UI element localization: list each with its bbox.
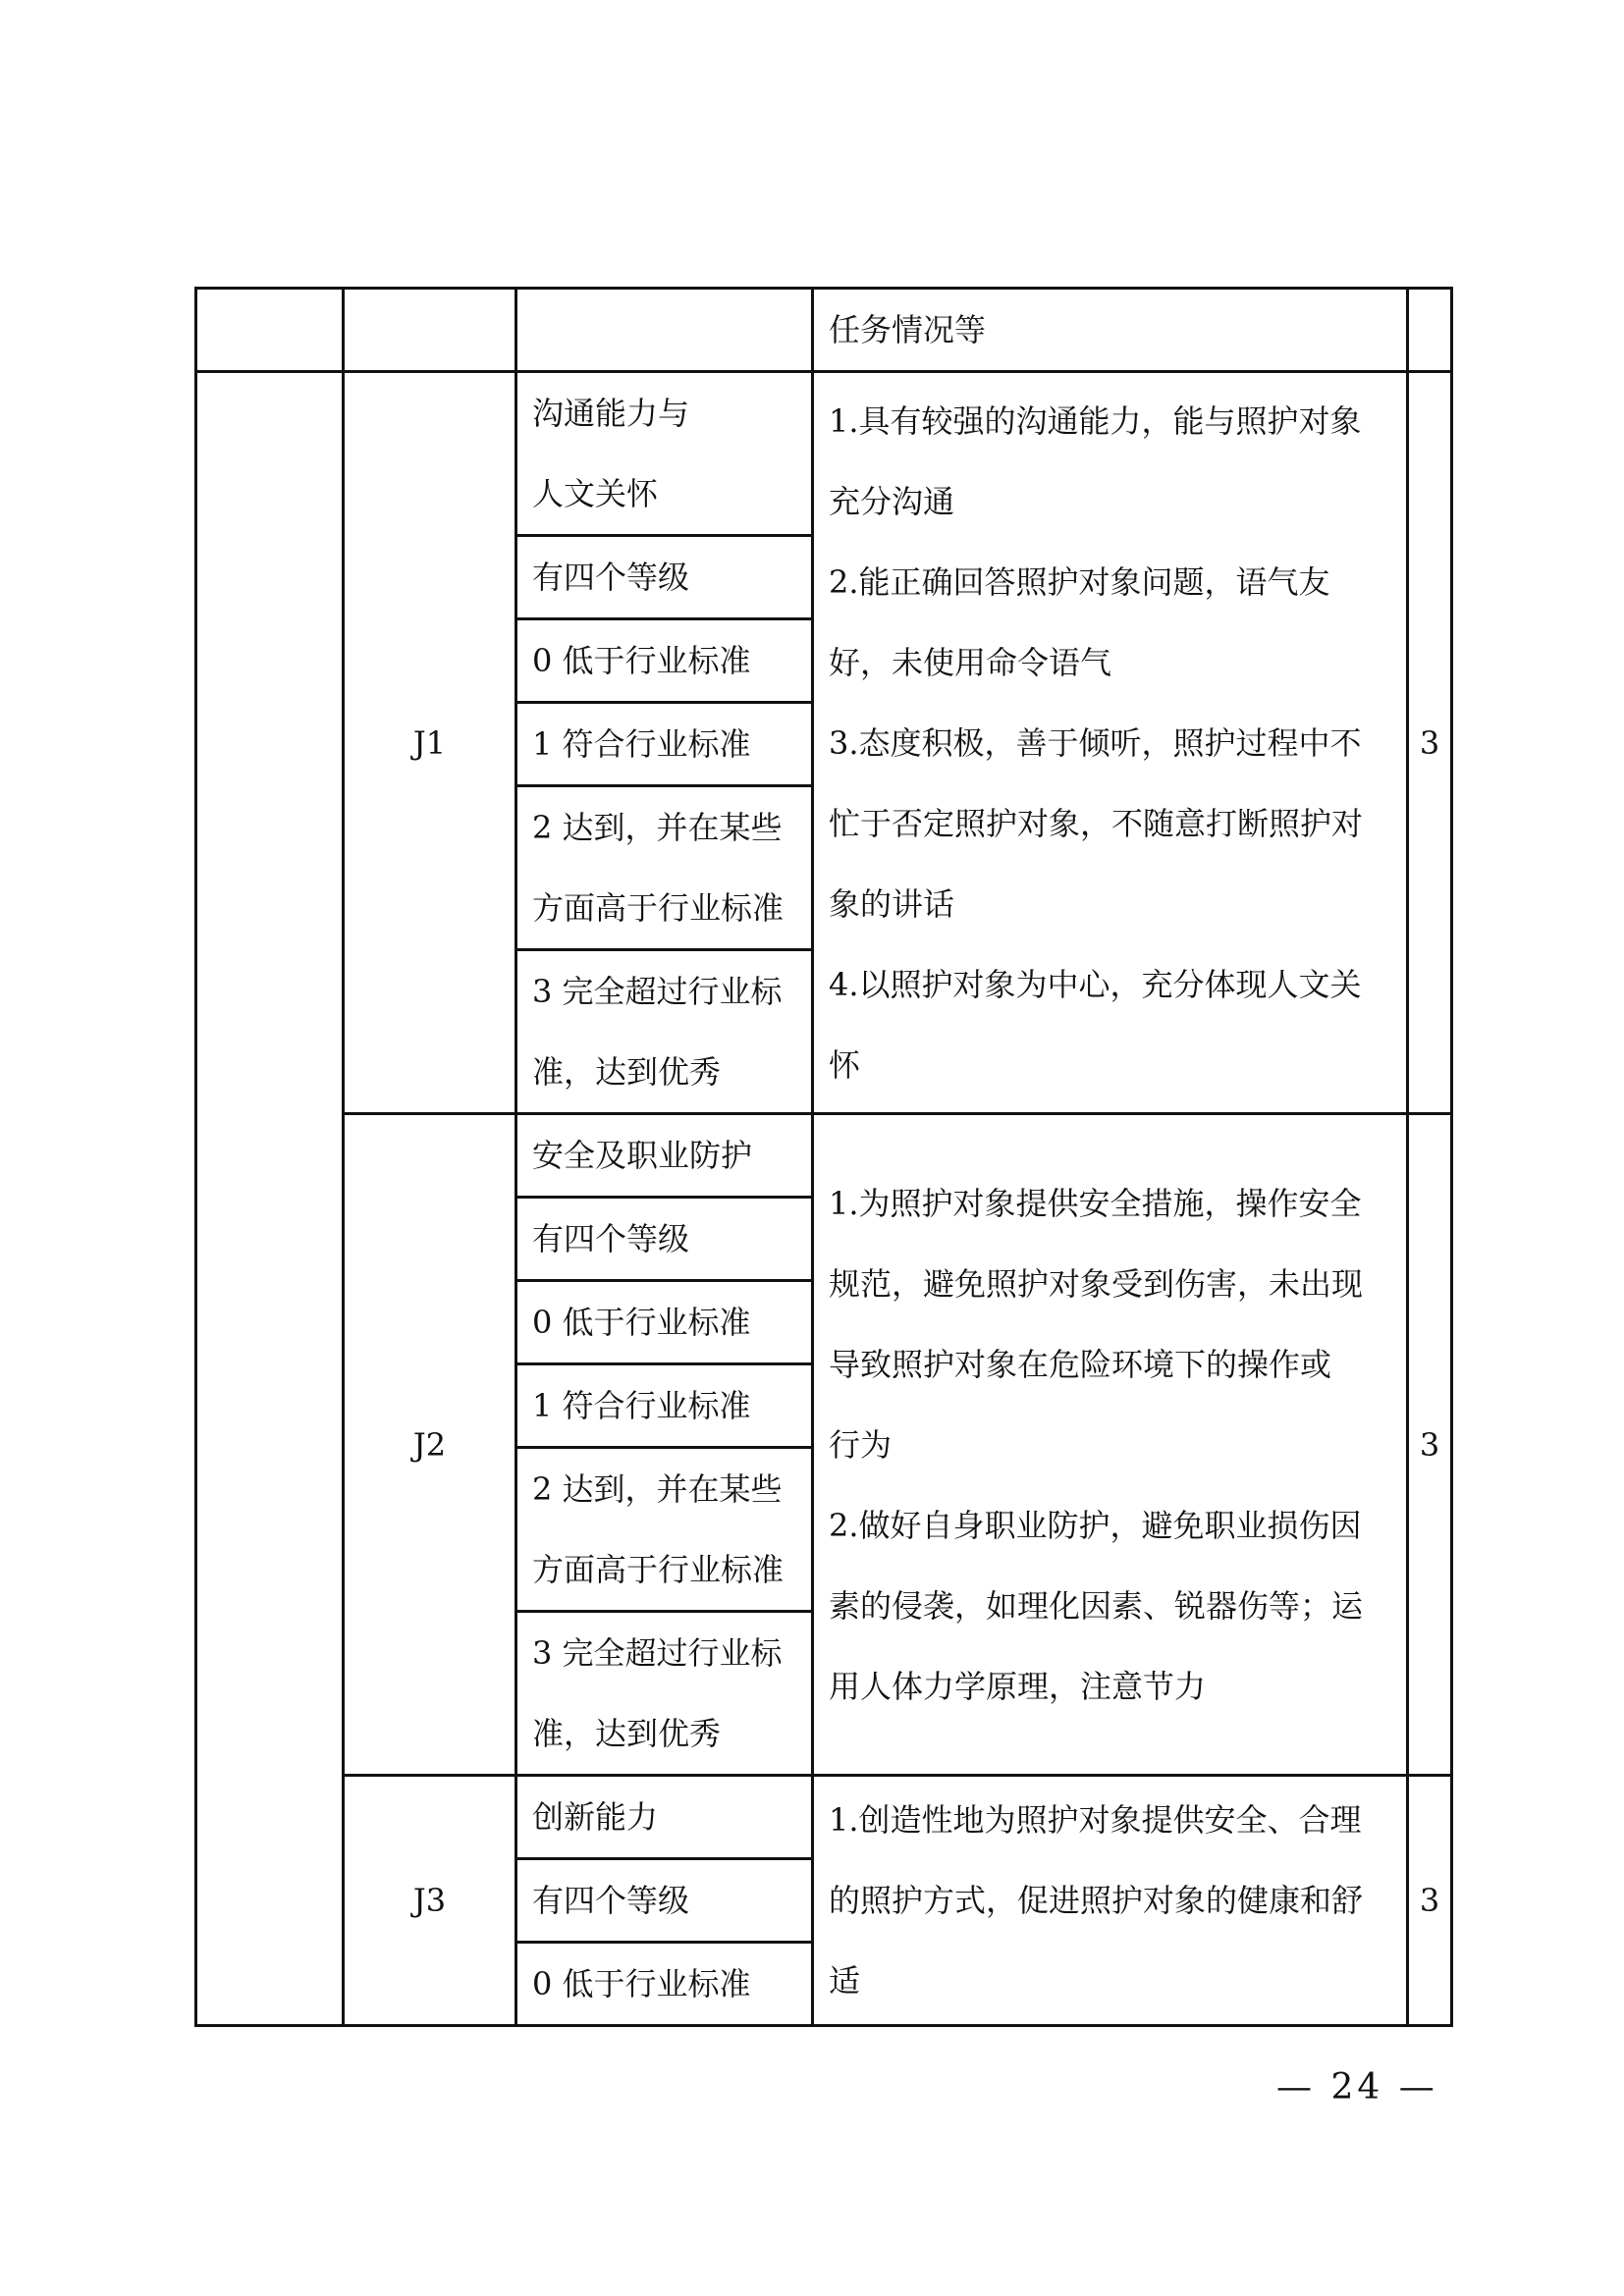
level-cell	[516, 536, 813, 619]
item-code: J1	[344, 372, 516, 1114]
page-number: — 24 —	[1276, 2067, 1438, 2108]
description-line: 象的讲话	[829, 884, 955, 923]
level-text: 创新能力	[532, 1798, 659, 1836]
level-cell	[516, 1198, 813, 1281]
description-line: 好，未使用命令语气	[829, 643, 1112, 681]
level-cell	[516, 786, 813, 950]
level-text: 2 达到，并在某些	[532, 1470, 783, 1508]
level-text: 有四个等级	[532, 1220, 690, 1257]
level-text: 沟通能力与	[532, 395, 690, 432]
level-cell	[516, 1114, 813, 1198]
description-line: 1.创造性地为照护对象提供安全、合理	[829, 1801, 1362, 1839]
level-cell	[516, 372, 813, 536]
score-cell: 3	[1408, 1114, 1452, 1776]
level-cell	[516, 1612, 813, 1776]
description-line: 导致照护对象在危险环境下的操作或	[829, 1345, 1332, 1383]
description-line: 1.具有较强的沟通能力，能与照护对象	[829, 401, 1362, 440]
empty-cell	[1408, 289, 1452, 372]
description-line: 怀	[829, 1045, 861, 1084]
level-cell	[516, 619, 813, 703]
level-cell	[516, 1448, 813, 1612]
description-line: 2.能正确回答照护对象问题，语气友	[829, 562, 1330, 601]
level-cell	[516, 950, 813, 1114]
description-line: 规范，避免照护对象受到伤害，未出现	[829, 1264, 1364, 1303]
assessment-table	[194, 287, 1453, 2027]
empty-cell	[196, 372, 344, 2026]
level-text: 2 达到，并在某些	[532, 809, 783, 846]
description-line: 用人体力学原理，注意节力	[829, 1667, 1207, 1705]
empty-cell	[344, 289, 516, 372]
description-cell	[813, 1776, 1408, 2026]
description-cell	[813, 1114, 1408, 1776]
description-line: 4.以照护对象为中心，充分体现人文关	[829, 965, 1362, 1003]
description-line: 3.态度积极，善于倾听，照护过程中不	[829, 723, 1362, 762]
level-text: 准，达到优秀	[532, 1053, 722, 1091]
description-cell	[813, 372, 1408, 1114]
description-cell: 任务情况等	[813, 289, 1408, 372]
description-line: 1.为照护对象提供安全措施，操作安全	[829, 1184, 1362, 1222]
level-text: 1 符合行业标准	[532, 1387, 751, 1424]
description-line: 2.做好自身职业防护，避免职业损伤因	[829, 1506, 1362, 1544]
description-line: 行为	[829, 1425, 893, 1464]
level-cell	[516, 1859, 813, 1943]
item-code: J2	[344, 1114, 516, 1776]
level-cell	[516, 1281, 813, 1364]
level-cell	[516, 1943, 813, 2026]
score-cell: 3	[1408, 1776, 1452, 2026]
empty-cell	[196, 289, 344, 372]
level-cell	[516, 1776, 813, 1859]
level-text: 方面高于行业标准	[532, 889, 785, 927]
level-text: 0 低于行业标准	[532, 1965, 751, 2002]
description-line: 的照护方式，促进照护对象的健康和舒	[829, 1882, 1364, 1919]
level-text: 人文关怀	[532, 475, 659, 512]
description-line: 充分沟通	[829, 482, 955, 520]
level-text: 准，达到优秀	[532, 1715, 722, 1752]
table-row	[196, 1114, 1452, 1198]
description-line: 适	[829, 1962, 861, 2000]
level-text: 安全及职业防护	[532, 1137, 753, 1174]
level-text: 有四个等级	[532, 1882, 690, 1919]
table-row	[196, 1776, 1452, 1859]
level-text: 0 低于行业标准	[532, 642, 751, 679]
description-line: 忙于否定照护对象，不随意打断照护对	[829, 804, 1364, 842]
score-cell: 3	[1408, 372, 1452, 1114]
level-text: 3 完全超过行业标	[532, 973, 783, 1010]
level-text: 方面高于行业标准	[532, 1551, 785, 1588]
level-text: 1 符合行业标准	[532, 725, 751, 763]
level-cell	[516, 1364, 813, 1448]
table-row	[196, 289, 1452, 372]
level-text: 有四个等级	[532, 559, 690, 596]
empty-cell	[516, 289, 813, 372]
level-text: 3 完全超过行业标	[532, 1634, 783, 1672]
item-code: J3	[344, 1776, 516, 2026]
level-cell	[516, 703, 813, 786]
description-line: 素的侵袭，如理化因素、锐器伤等；运	[829, 1586, 1364, 1625]
level-text: 0 低于行业标准	[532, 1304, 751, 1341]
table-row	[196, 372, 1452, 536]
